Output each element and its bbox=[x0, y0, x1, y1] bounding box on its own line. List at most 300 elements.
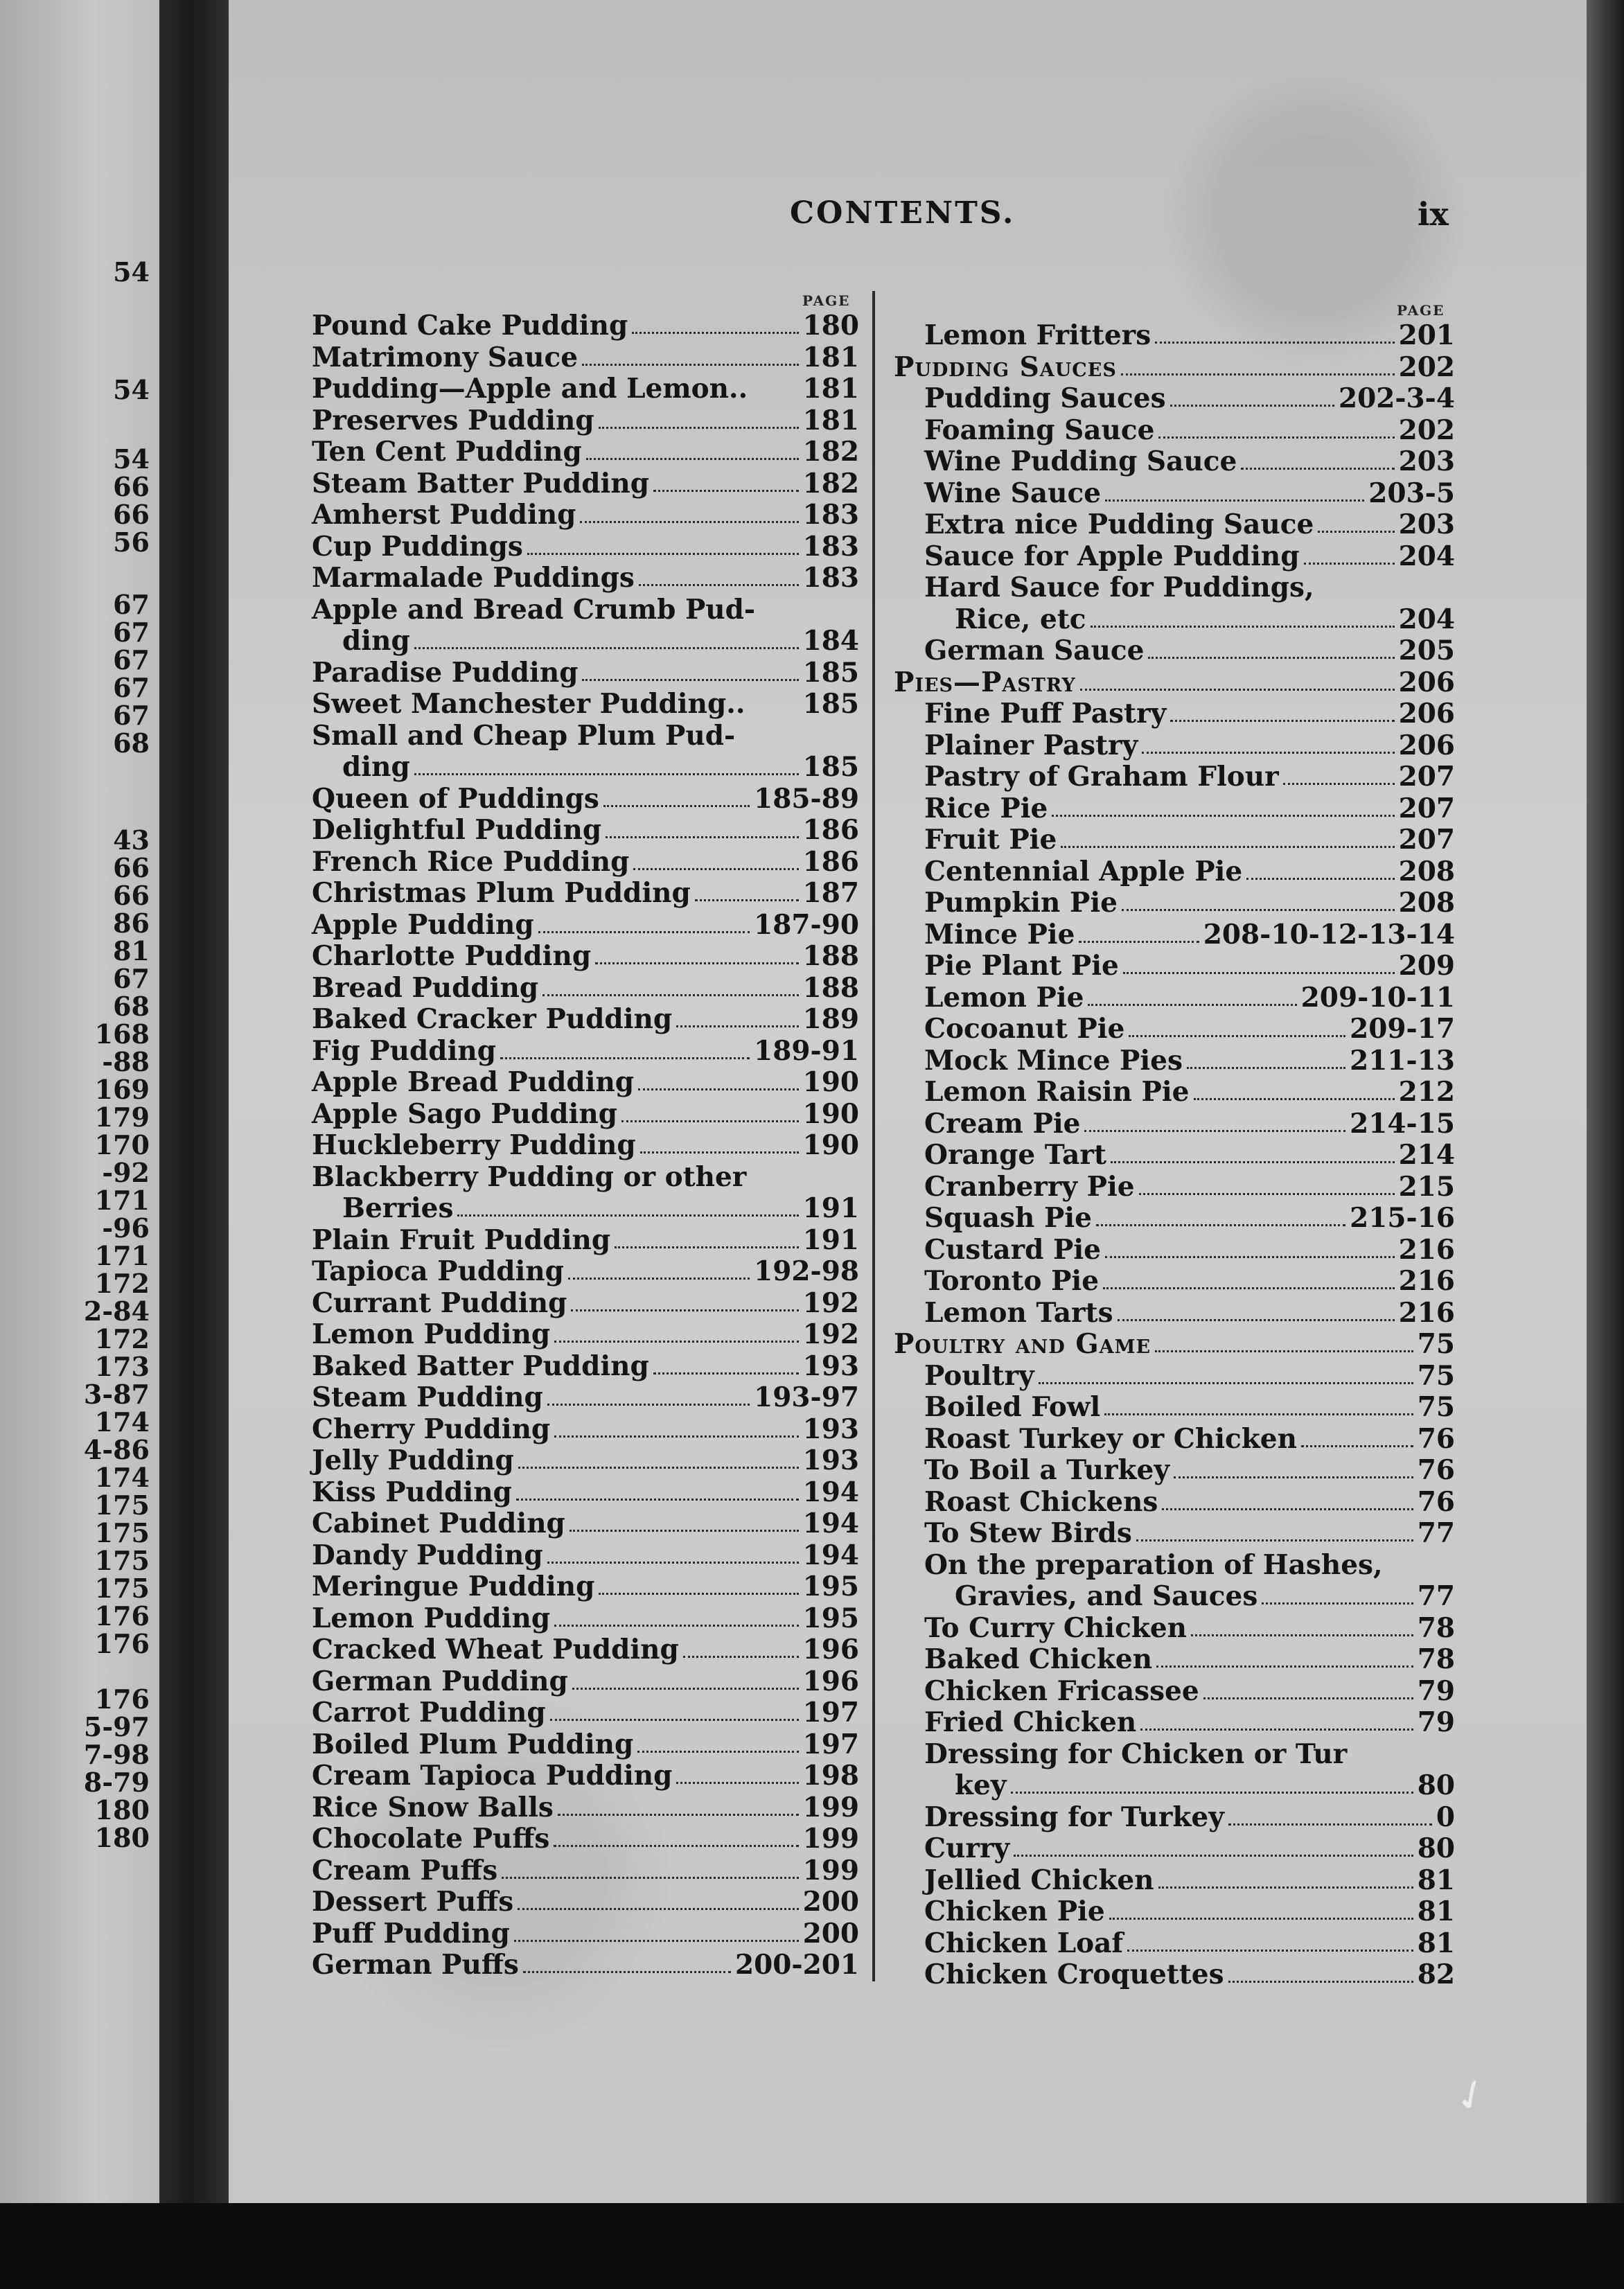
dot-leader bbox=[1061, 846, 1394, 848]
entry-title: German Sauce bbox=[924, 635, 1145, 666]
dot-leader bbox=[1228, 1981, 1413, 1983]
entry-title: On the preparation of Hashes, bbox=[924, 1548, 1383, 1581]
contents-entry bbox=[894, 1077, 1455, 1108]
entry-page-number: 186 bbox=[802, 814, 859, 846]
entry-title: Pound Cake Pudding bbox=[312, 310, 628, 342]
entry-title: To Stew Birds bbox=[924, 1517, 1132, 1549]
entry-page-number: 202-3-4 bbox=[1338, 382, 1455, 414]
dot-leader bbox=[676, 1025, 798, 1027]
entry-page-number: 186 bbox=[802, 845, 859, 878]
entry-title: Pudding Sauces bbox=[924, 382, 1166, 414]
dot-leader bbox=[1122, 909, 1395, 911]
adjacent-page-number: 67 bbox=[113, 617, 150, 648]
contents-entry bbox=[312, 1193, 859, 1225]
running-head: CONTENTS. bbox=[790, 195, 1016, 231]
column-divider bbox=[872, 291, 875, 1981]
contents-entry bbox=[894, 478, 1455, 510]
entry-title: Huckleberry Pudding bbox=[312, 1129, 636, 1161]
dot-leader bbox=[1170, 720, 1394, 722]
entry-page-number: 193 bbox=[802, 1413, 859, 1445]
dot-leader bbox=[582, 364, 799, 366]
entry-title: Cracked Wheat Pudding bbox=[312, 1634, 679, 1665]
contents-entry bbox=[894, 1518, 1455, 1550]
dot-leader bbox=[1283, 783, 1395, 785]
dot-leader bbox=[1246, 878, 1394, 880]
entry-title: Fig Pudding bbox=[312, 1034, 497, 1067]
entry-page-number: 209-10-11 bbox=[1300, 981, 1455, 1014]
entry-title: Chocolate Puffs bbox=[312, 1823, 550, 1855]
entry-page-number: 185-89 bbox=[754, 782, 859, 815]
entry-page-number: 204 bbox=[1398, 603, 1455, 635]
entry-title: Chicken Loaf bbox=[924, 1927, 1124, 1959]
contents-entry bbox=[894, 1014, 1455, 1045]
entry-page-number: 183 bbox=[802, 530, 859, 563]
dot-leader bbox=[1187, 1067, 1345, 1069]
entry-page-number: 216 bbox=[1398, 1233, 1455, 1266]
contents-entry bbox=[312, 1225, 859, 1257]
entry-title: Chicken Fricassee bbox=[924, 1674, 1199, 1707]
contents-entry bbox=[312, 626, 859, 657]
entry-page-number: 194 bbox=[802, 1508, 859, 1539]
dot-leader bbox=[1129, 1035, 1345, 1037]
entry-title: Extra nice Pudding Sauce bbox=[924, 509, 1314, 540]
entry-page-number: 199 bbox=[802, 1854, 859, 1886]
dot-leader bbox=[580, 521, 798, 523]
page-edge-shadow bbox=[1587, 0, 1624, 2289]
entry-title: Amherst Pudding bbox=[312, 499, 576, 531]
dot-leader bbox=[1136, 1539, 1413, 1541]
entry-page-number: 209-17 bbox=[1350, 1013, 1455, 1045]
dot-leader bbox=[1039, 1382, 1413, 1384]
entry-page-number: 200-201 bbox=[734, 1949, 859, 1981]
adjacent-page-number: -92 bbox=[102, 1157, 150, 1188]
dot-leader bbox=[632, 332, 798, 334]
adjacent-page-number: 43 bbox=[113, 824, 150, 856]
contents-entry bbox=[312, 1162, 859, 1194]
entry-title: Lemon Fritters bbox=[924, 319, 1151, 351]
entry-page-number: 81 bbox=[1417, 1927, 1455, 1959]
adjacent-page-number: 170 bbox=[94, 1129, 150, 1160]
contents-entry bbox=[894, 383, 1455, 415]
contents-entry bbox=[894, 1770, 1455, 1802]
dot-leader bbox=[554, 1625, 798, 1627]
entry-title: Lemon Pudding bbox=[312, 1602, 551, 1634]
entry-page-number: 181 bbox=[802, 373, 859, 405]
entry-title: Pastry of Graham Flour bbox=[924, 761, 1279, 793]
dot-leader bbox=[568, 1278, 750, 1280]
entry-page-number: 208 bbox=[1398, 855, 1455, 887]
entry-title: French Rice Pudding bbox=[312, 845, 630, 878]
entry-title: Berries bbox=[342, 1192, 454, 1224]
contents-entry bbox=[894, 635, 1455, 667]
adjacent-page-number: 176 bbox=[94, 1628, 150, 1659]
entry-page-number: 77 bbox=[1417, 1580, 1455, 1612]
entry-page-number: 195 bbox=[802, 1602, 859, 1634]
contents-entry bbox=[894, 1707, 1455, 1739]
contents-entry bbox=[312, 1382, 859, 1414]
entry-title: Boiled Fowl bbox=[924, 1391, 1101, 1423]
contents-entry bbox=[312, 1256, 859, 1288]
entry-title: Steam Pudding bbox=[312, 1381, 543, 1413]
entry-page-number: 216 bbox=[1398, 1296, 1455, 1329]
contents-entry bbox=[894, 1045, 1455, 1077]
entry-title: Foaming Sauce bbox=[924, 414, 1155, 446]
dot-leader bbox=[1155, 342, 1394, 344]
dot-leader bbox=[1011, 1792, 1413, 1794]
entry-page-number: 191 bbox=[802, 1223, 859, 1256]
contents-entry bbox=[894, 1361, 1455, 1393]
adjacent-page-number: 169 bbox=[94, 1074, 150, 1105]
adjacent-page-number: 175 bbox=[94, 1573, 150, 1604]
adjacent-page-number: 68 bbox=[113, 991, 150, 1022]
contents-entry bbox=[312, 815, 859, 847]
entry-title: Dressing for Chicken or Tur bbox=[924, 1738, 1348, 1770]
adjacent-page-number: 175 bbox=[94, 1545, 150, 1576]
entry-page-number: 0 bbox=[1436, 1801, 1455, 1833]
entry-page-number: 206 bbox=[1398, 729, 1455, 761]
contents-entry bbox=[894, 730, 1455, 762]
contents-entry bbox=[312, 1603, 859, 1635]
contents-entry bbox=[894, 1108, 1455, 1140]
entry-title: Apple Bread Pudding bbox=[312, 1066, 635, 1098]
entry-page-number: 183 bbox=[802, 562, 859, 594]
dot-leader bbox=[1203, 1697, 1413, 1699]
entry-title: Curry bbox=[924, 1832, 1010, 1864]
dot-leader bbox=[1109, 1918, 1413, 1920]
dot-leader bbox=[1318, 531, 1394, 533]
adjacent-page-number: 67 bbox=[113, 963, 150, 994]
contents-entry bbox=[894, 824, 1455, 856]
entry-title: Currant Pudding bbox=[312, 1287, 567, 1319]
entry-page-number: 75 bbox=[1417, 1391, 1455, 1423]
entry-page-number: 204 bbox=[1398, 540, 1455, 572]
entry-page-number: 193-97 bbox=[754, 1381, 859, 1413]
dot-leader bbox=[547, 1404, 750, 1406]
entry-title: Delightful Pudding bbox=[312, 814, 602, 846]
dot-leader bbox=[633, 868, 798, 870]
entry-title: ding bbox=[342, 625, 410, 657]
entry-title: Custard Pie bbox=[924, 1233, 1101, 1266]
dot-leader bbox=[514, 1940, 799, 1942]
contents-entry bbox=[894, 856, 1455, 888]
adjacent-page-number: 180 bbox=[94, 1822, 150, 1853]
dot-leader bbox=[603, 805, 750, 807]
contents-entry bbox=[894, 982, 1455, 1014]
entry-page-number: 75 bbox=[1417, 1359, 1455, 1392]
contents-entry bbox=[894, 1455, 1455, 1487]
contents-entry bbox=[312, 1319, 859, 1351]
adjacent-page-number: 180 bbox=[94, 1794, 150, 1826]
dot-leader bbox=[653, 490, 799, 492]
dot-leader bbox=[653, 1372, 799, 1375]
dot-leader bbox=[1148, 657, 1394, 659]
entry-title: Queen of Puddings bbox=[312, 782, 599, 815]
entry-page-number: 196 bbox=[802, 1665, 859, 1697]
entry-page-number: 187 bbox=[802, 877, 859, 909]
dot-leader bbox=[1301, 1445, 1413, 1447]
entry-title: Cherry Pudding bbox=[312, 1413, 551, 1445]
entry-page-number: 206 bbox=[1398, 698, 1455, 730]
dot-leader bbox=[542, 994, 798, 996]
contents-entry bbox=[312, 405, 859, 437]
contents-entry bbox=[312, 1634, 859, 1666]
adjacent-page-number: 174 bbox=[94, 1462, 150, 1493]
dot-leader bbox=[516, 1499, 799, 1501]
entry-page-number: 193 bbox=[802, 1350, 859, 1382]
contents-entry bbox=[312, 1823, 859, 1855]
contents-entry bbox=[312, 1792, 859, 1824]
dot-leader bbox=[547, 1562, 799, 1564]
contents-entry bbox=[312, 1288, 859, 1320]
dot-leader bbox=[1104, 1413, 1413, 1415]
binding-gutter bbox=[159, 0, 236, 2203]
contents-entry bbox=[894, 604, 1455, 636]
entry-title: Cream Puffs bbox=[312, 1854, 498, 1886]
dot-leader bbox=[599, 1593, 798, 1595]
entry-title: Fried Chicken bbox=[924, 1706, 1137, 1738]
dot-leader bbox=[554, 1435, 798, 1438]
adjacent-page-number: 67 bbox=[113, 700, 150, 731]
entry-page-number: 216 bbox=[1398, 1265, 1455, 1297]
entry-title: Jelly Pudding bbox=[312, 1444, 514, 1476]
entry-title: Wine Sauce bbox=[924, 477, 1102, 509]
adjacent-page-number: 4-86 bbox=[83, 1434, 150, 1465]
adjacent-page-number: 54 bbox=[113, 256, 150, 288]
dot-leader bbox=[518, 1467, 799, 1469]
dot-leader bbox=[1140, 1729, 1413, 1731]
dot-leader bbox=[1262, 1602, 1413, 1605]
contents-entry bbox=[312, 1067, 859, 1099]
adjacent-page-number: 8-79 bbox=[83, 1767, 150, 1798]
dot-leader bbox=[538, 931, 750, 933]
adjacent-page-number: 66 bbox=[113, 880, 150, 911]
entry-page-number: 192-98 bbox=[754, 1255, 859, 1287]
dot-leader bbox=[1080, 689, 1395, 691]
entry-title: Steam Batter Pudding bbox=[312, 467, 649, 500]
entry-title: Orange Tart bbox=[924, 1139, 1106, 1171]
entry-title: Chicken Pie bbox=[924, 1895, 1105, 1927]
entry-title: Meringue Pudding bbox=[312, 1571, 595, 1602]
dot-leader bbox=[1127, 1950, 1413, 1952]
contents-entry bbox=[894, 446, 1455, 478]
dot-leader bbox=[1105, 1256, 1395, 1258]
dot-leader bbox=[1228, 1823, 1432, 1826]
entry-title: Cranberry Pie bbox=[924, 1170, 1135, 1203]
entry-title: Gravies, and Sauces bbox=[955, 1580, 1258, 1612]
entry-page-number: 194 bbox=[802, 1476, 859, 1508]
entry-title: Dressing for Turkey bbox=[924, 1801, 1224, 1833]
dot-leader bbox=[1155, 1350, 1413, 1352]
contents-entry bbox=[312, 941, 859, 973]
contents-entry bbox=[894, 1928, 1455, 1960]
entry-page-number: 191 bbox=[802, 1192, 859, 1224]
entry-page-number: 209 bbox=[1398, 950, 1455, 982]
adjacent-page-number: 66 bbox=[113, 852, 150, 883]
adjacent-page-number: 179 bbox=[94, 1102, 150, 1133]
entry-title: Toronto Pie bbox=[924, 1265, 1100, 1297]
entry-page-number: 80 bbox=[1417, 1832, 1455, 1864]
entry-title: Tapioca Pudding bbox=[312, 1255, 564, 1287]
contents-entry bbox=[312, 436, 859, 468]
entry-page-number: 211-13 bbox=[1350, 1044, 1455, 1077]
entry-page-number: 208 bbox=[1398, 887, 1455, 919]
entry-title: Baked Cracker Pudding bbox=[312, 1003, 673, 1035]
entry-title: Fine Puff Pastry bbox=[924, 698, 1167, 730]
contents-entry bbox=[894, 1140, 1455, 1172]
contents-entry bbox=[894, 1235, 1455, 1266]
contents-entry bbox=[312, 342, 859, 374]
entry-page-number: 202 bbox=[1398, 351, 1455, 383]
contents-entry bbox=[312, 1760, 859, 1792]
entry-title: Roast Chickens bbox=[924, 1485, 1158, 1518]
entry-page-number: 199 bbox=[802, 1823, 859, 1855]
entry-title: Apple and Bread Crumb Pud- bbox=[312, 593, 756, 626]
dot-leader bbox=[1111, 1161, 1395, 1163]
contents-entry bbox=[312, 1886, 859, 1918]
entry-page-number: 182 bbox=[802, 467, 859, 500]
dot-leader bbox=[606, 836, 798, 838]
entry-title: Squash Pie bbox=[924, 1202, 1092, 1234]
contents-entry bbox=[894, 572, 1455, 604]
dot-leader bbox=[676, 1782, 798, 1784]
entry-title: Cream Tapioca Pudding bbox=[312, 1760, 673, 1792]
entry-page-number: 79 bbox=[1417, 1706, 1455, 1738]
contents-entry bbox=[312, 1950, 859, 1981]
adjacent-page-number: 56 bbox=[113, 527, 150, 558]
contents-entry bbox=[894, 1676, 1455, 1708]
contents-entry bbox=[312, 689, 859, 721]
adjacent-page-number: 54 bbox=[113, 443, 150, 475]
contents-entry bbox=[312, 1099, 859, 1131]
contents-entry bbox=[894, 1739, 1455, 1771]
entry-title: Small and Cheap Plum Pud- bbox=[312, 719, 736, 752]
entry-title: Cabinet Pudding bbox=[312, 1508, 565, 1539]
entry-page-number: 183 bbox=[802, 499, 859, 531]
entry-page-number: 82 bbox=[1417, 1959, 1455, 1990]
entry-title: Christmas Plum Pudding bbox=[312, 877, 691, 909]
contents-entry bbox=[312, 847, 859, 878]
entry-title: Kiss Pudding bbox=[312, 1476, 512, 1508]
dot-leader bbox=[1139, 1193, 1395, 1195]
contents-entry bbox=[312, 373, 859, 405]
dot-leader bbox=[695, 899, 799, 901]
entry-page-number: 181 bbox=[802, 404, 859, 436]
dot-leader bbox=[527, 553, 799, 555]
contents-entry bbox=[894, 320, 1455, 352]
dot-leader bbox=[414, 773, 799, 775]
adjacent-page-number: 7-98 bbox=[83, 1739, 150, 1770]
entry-title: Cup Puddings bbox=[312, 530, 523, 563]
adjacent-page-number: 175 bbox=[94, 1490, 150, 1521]
adjacent-page-number: 67 bbox=[113, 644, 150, 675]
entry-page-number: 189 bbox=[802, 1003, 859, 1035]
entry-title: Dandy Pudding bbox=[312, 1539, 543, 1571]
contents-entry bbox=[894, 1613, 1455, 1645]
entry-page-number: 193 bbox=[802, 1444, 859, 1476]
contents-entry bbox=[894, 1959, 1455, 1991]
entry-page-number: 75 bbox=[1417, 1328, 1455, 1360]
dot-leader bbox=[1096, 1224, 1345, 1226]
dot-leader bbox=[599, 427, 799, 429]
contents-entry bbox=[894, 951, 1455, 982]
adjacent-page-number: 173 bbox=[94, 1351, 150, 1382]
entry-title: Rice Pie bbox=[924, 792, 1048, 824]
entry-title: Puff Pudding bbox=[312, 1917, 510, 1950]
entry-title: Matrimony Sauce bbox=[312, 341, 579, 373]
entry-title: Lemon Tarts bbox=[924, 1296, 1113, 1329]
contents-entry bbox=[312, 1666, 859, 1698]
adjacent-page-number: 54 bbox=[113, 374, 150, 405]
entry-title: Hard Sauce for Puddings, bbox=[924, 572, 1314, 603]
dot-leader bbox=[586, 458, 799, 460]
entry-page-number: 196 bbox=[802, 1634, 859, 1665]
entry-page-number: 190 bbox=[802, 1097, 859, 1130]
entry-page-number: 197 bbox=[802, 1697, 859, 1729]
contents-entry bbox=[312, 531, 859, 563]
dot-leader bbox=[554, 1341, 798, 1343]
entry-page-number: 207 bbox=[1398, 824, 1455, 856]
contents-entry bbox=[894, 1172, 1455, 1203]
dot-leader bbox=[1174, 1476, 1413, 1478]
entry-title: Lemon Pie bbox=[924, 981, 1084, 1014]
dot-leader bbox=[582, 679, 798, 681]
page-folio: ix bbox=[1418, 195, 1449, 233]
dot-leader bbox=[615, 1246, 798, 1248]
entry-page-number: 201 bbox=[1398, 319, 1455, 351]
contents-entry bbox=[312, 1729, 859, 1761]
contents-entry bbox=[894, 887, 1455, 919]
contents-entry bbox=[894, 793, 1455, 825]
adjacent-page-number: 67 bbox=[113, 589, 150, 620]
entry-title: Pumpkin Pie bbox=[924, 887, 1118, 919]
entry-title: Ten Cent Pudding bbox=[312, 436, 582, 468]
adjacent-page-number: 175 bbox=[94, 1517, 150, 1548]
entry-title: Poultry bbox=[924, 1359, 1034, 1392]
entry-page-number: 203 bbox=[1398, 509, 1455, 540]
contents-right-column bbox=[894, 320, 1455, 1991]
adjacent-page-number: 172 bbox=[94, 1268, 150, 1299]
contents-entry bbox=[312, 1004, 859, 1036]
entry-page-number: 188 bbox=[802, 940, 859, 972]
page-column-label-left: PAGE bbox=[802, 292, 851, 309]
entry-page-number: 76 bbox=[1417, 1454, 1455, 1486]
contents-entry bbox=[312, 657, 859, 689]
entry-page-number: 185 bbox=[802, 751, 859, 783]
dot-leader bbox=[1123, 972, 1395, 974]
adjacent-page-number: 172 bbox=[94, 1323, 150, 1354]
entry-page-number: 182 bbox=[802, 436, 859, 468]
entry-title: Jellied Chicken bbox=[924, 1864, 1154, 1896]
contents-entry bbox=[894, 1329, 1455, 1361]
dot-leader bbox=[571, 1309, 798, 1311]
adjacent-page-number: 176 bbox=[94, 1600, 150, 1632]
dot-leader bbox=[1014, 1855, 1413, 1857]
entry-page-number: 184 bbox=[802, 625, 859, 657]
dot-leader bbox=[639, 584, 799, 586]
contents-left-column bbox=[312, 310, 859, 1981]
contents-entry bbox=[312, 1414, 859, 1446]
entry-page-number: 190 bbox=[802, 1129, 859, 1161]
contents-entry bbox=[312, 563, 859, 594]
adjacent-page-number: 171 bbox=[94, 1240, 150, 1271]
entry-page-number: 206 bbox=[1398, 666, 1455, 698]
contents-entry bbox=[312, 910, 859, 942]
adjacent-page-number: 171 bbox=[94, 1185, 150, 1216]
entry-title: Plainer Pastry bbox=[924, 729, 1138, 761]
contents-entry bbox=[894, 509, 1455, 541]
dot-leader bbox=[518, 1908, 798, 1910]
dot-leader bbox=[502, 1877, 798, 1879]
